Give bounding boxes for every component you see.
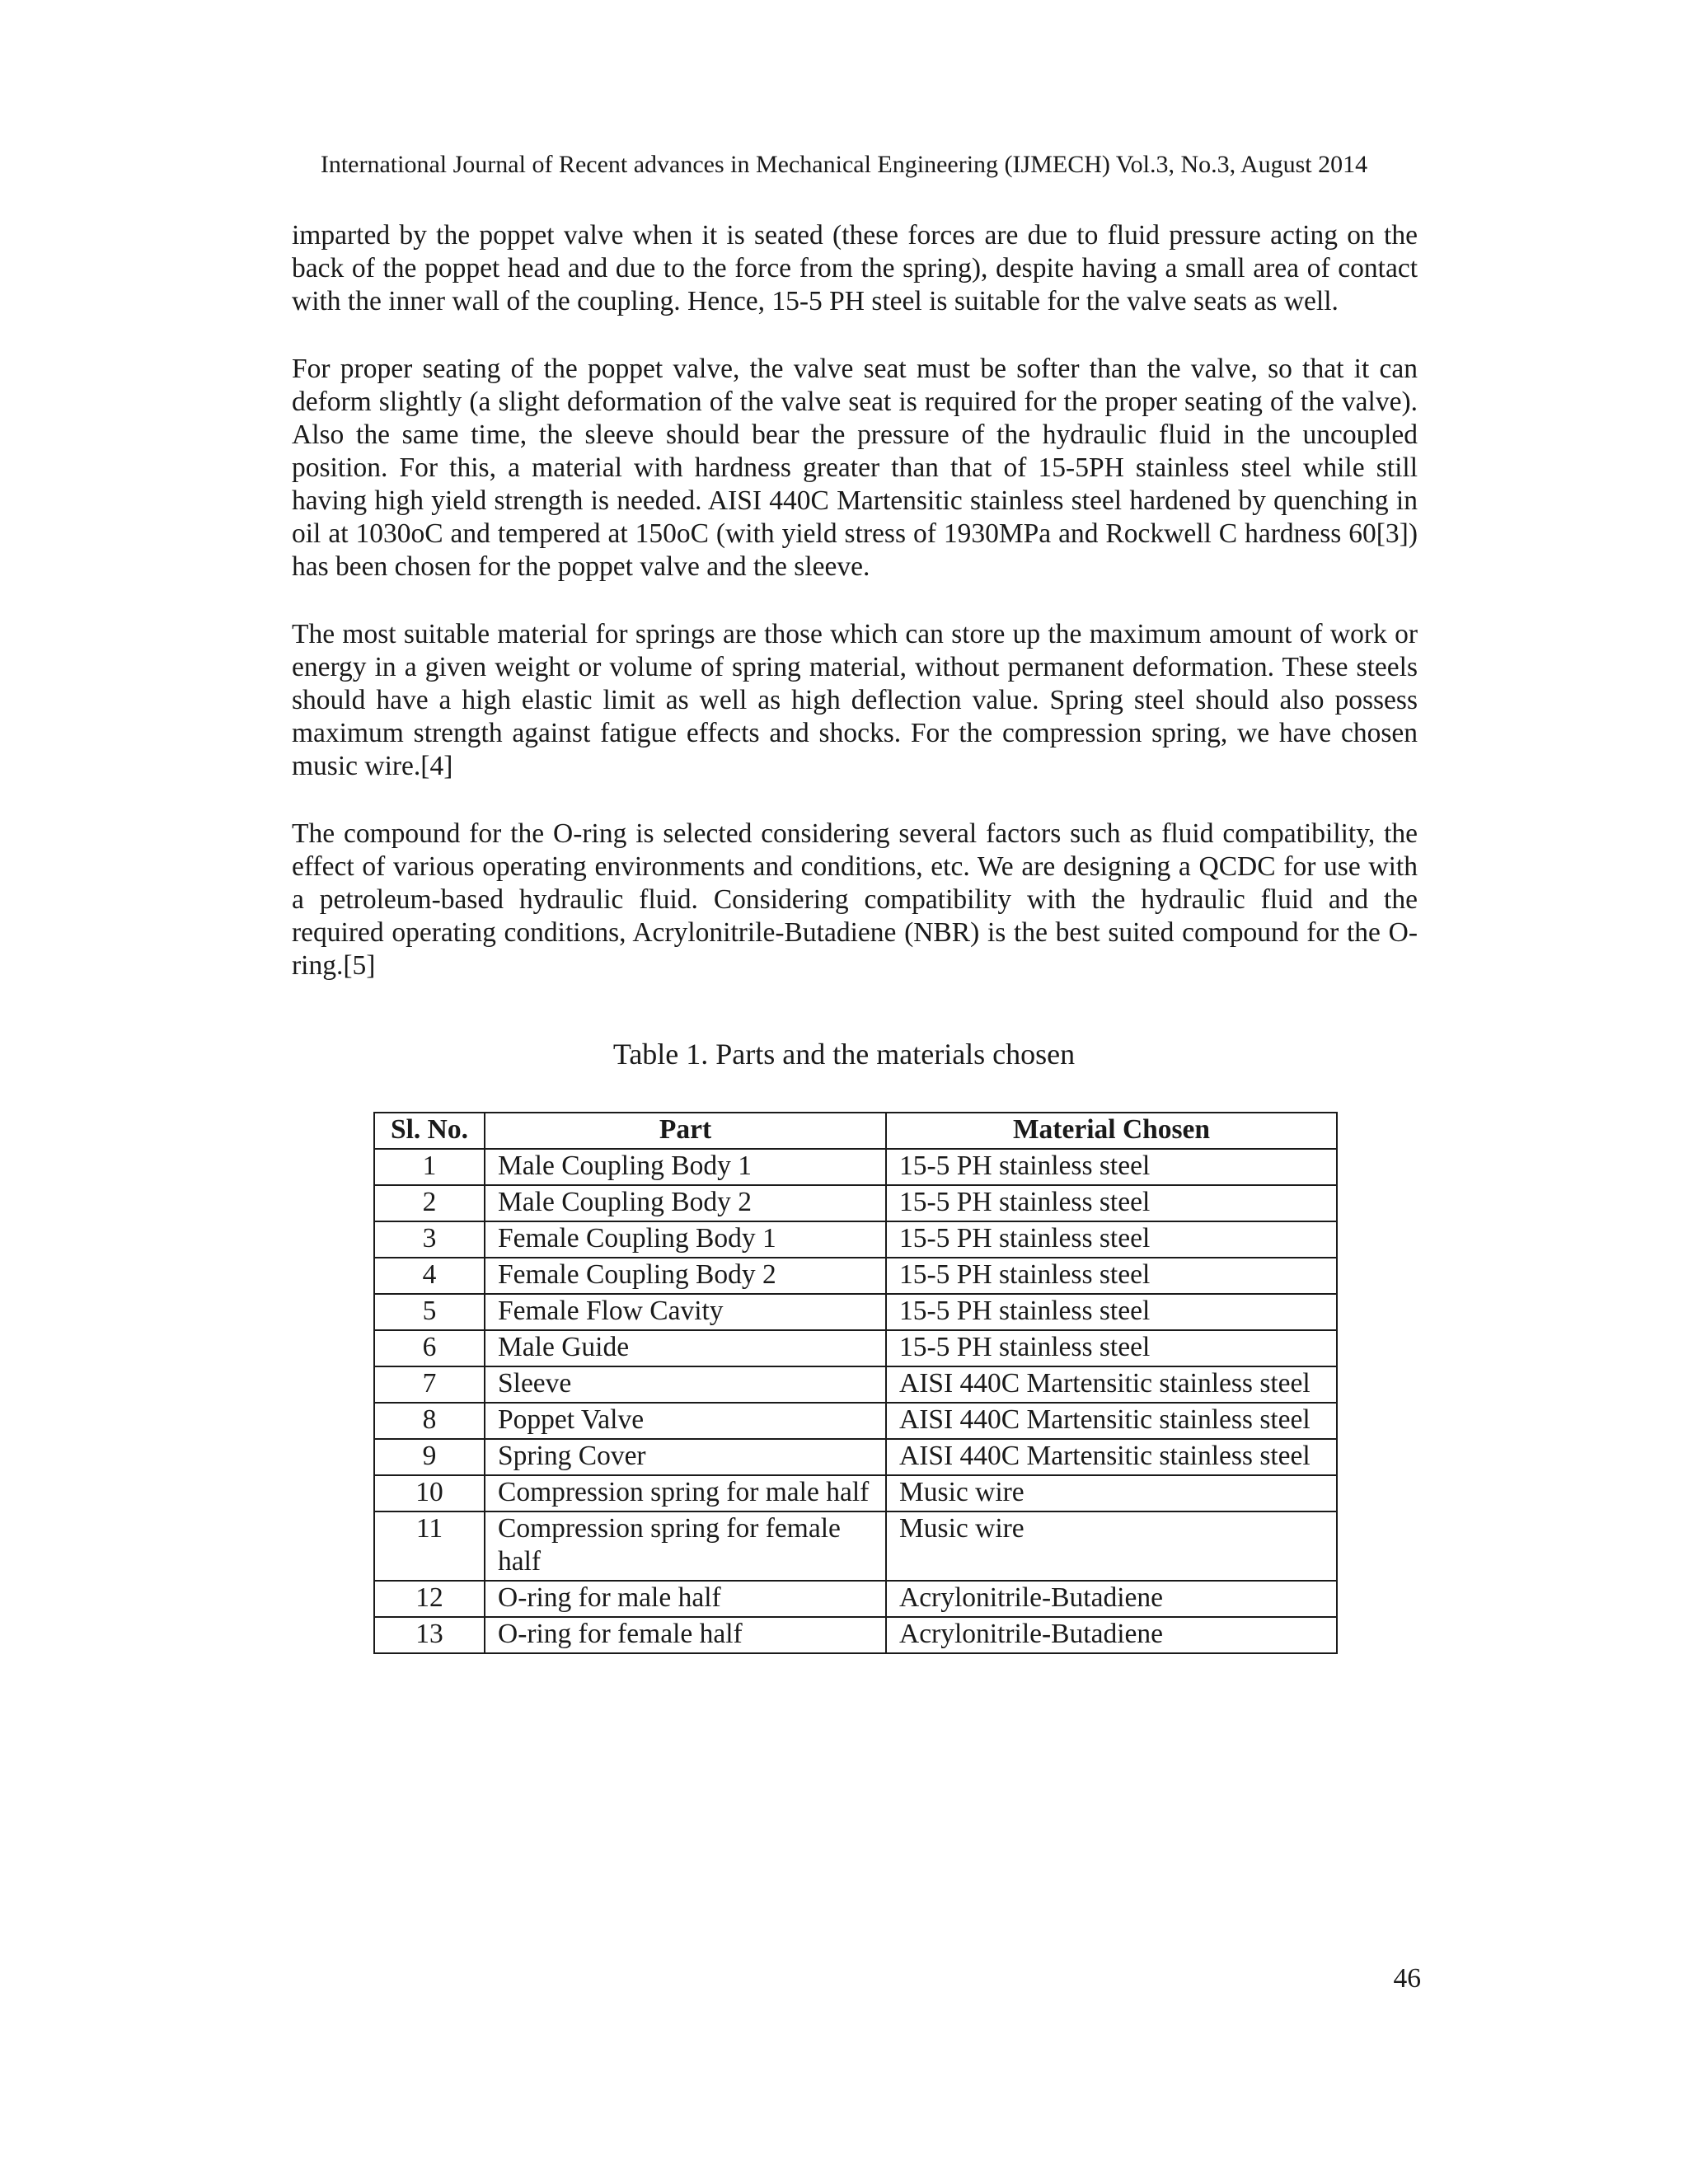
cell-sl-no: 8 bbox=[374, 1403, 485, 1439]
cell-sl-no: 4 bbox=[374, 1258, 485, 1294]
cell-sl-no: 5 bbox=[374, 1294, 485, 1330]
header-part: Part bbox=[485, 1113, 886, 1149]
cell-sl-no: 1 bbox=[374, 1149, 485, 1185]
table-row bbox=[374, 1439, 1337, 1475]
table-row bbox=[374, 1366, 1337, 1403]
cell-material: 15-5 PH stainless steel bbox=[886, 1185, 1337, 1221]
cell-part: Male Coupling Body 1 bbox=[485, 1149, 886, 1185]
cell-part: Compression spring for female half bbox=[485, 1511, 886, 1581]
cell-sl-no: 6 bbox=[374, 1330, 485, 1366]
table-row bbox=[374, 1258, 1337, 1294]
cell-material: Acrylonitrile-Butadiene bbox=[886, 1617, 1337, 1653]
table-row bbox=[374, 1511, 1337, 1581]
table-row bbox=[374, 1330, 1337, 1366]
cell-material: 15-5 PH stainless steel bbox=[886, 1221, 1337, 1258]
cell-sl-no: 9 bbox=[374, 1439, 485, 1475]
table-row bbox=[374, 1475, 1337, 1511]
cell-part: Female Coupling Body 2 bbox=[485, 1258, 886, 1294]
cell-part: Female Flow Cavity bbox=[485, 1294, 886, 1330]
table-row bbox=[374, 1294, 1337, 1330]
table-row bbox=[374, 1149, 1337, 1185]
cell-part: Compression spring for male half bbox=[485, 1475, 886, 1511]
table-caption: Table 1. Parts and the materials chosen bbox=[612, 1038, 1076, 1071]
cell-material: AISI 440C Martensitic stainless steel bbox=[886, 1403, 1337, 1439]
table-row bbox=[374, 1221, 1337, 1258]
cell-material: Acrylonitrile-Butadiene bbox=[886, 1581, 1337, 1617]
cell-sl-no: 12 bbox=[374, 1581, 485, 1617]
cell-part: Spring Cover bbox=[485, 1439, 886, 1475]
page-number: 46 bbox=[1393, 1963, 1421, 1994]
cell-part: O-ring for female half bbox=[485, 1617, 886, 1653]
cell-material: AISI 440C Martensitic stainless steel bbox=[886, 1439, 1337, 1475]
parts-materials-table bbox=[373, 1112, 1338, 1654]
cell-sl-no: 3 bbox=[374, 1221, 485, 1258]
cell-sl-no: 11 bbox=[374, 1511, 485, 1581]
header-sl-no: Sl. No. bbox=[374, 1113, 485, 1149]
cell-part: Male Guide bbox=[485, 1330, 886, 1366]
paragraph-poppet-seating: For proper seating of the poppet valve, the valve seat must be softer than the valve, so that it can deform slightly (a slight deformation of the valve seat is required for the proper seating of the valve). Also the same time, the sleeve should bear the pressure of the hydraulic fluid in the uncoupled position. For this, a material with hardness greater than that of 15-5PH stainless steel while still having high yield strength is needed. AISI 440C Martensitic stainless steel hardened by quenching in oil at 1030oC and tempered at 150oC (with yield stress of 1930MPa and Rockwell C hardness 60[3]) has been chosen for the poppet valve and the sleeve. bbox=[292, 354, 1418, 582]
table-row bbox=[374, 1185, 1337, 1221]
paragraph-valve-seats: imparted by the poppet valve when it is seated (these forces are due to fluid pressure acting on the back of the poppet head and due to the force from the spring), despite having a small area of contact with the inner wall of the coupling. Hence, 15-5 PH steel is suitable for the valve seats as well. bbox=[292, 220, 1418, 316]
cell-material: Music wire bbox=[886, 1475, 1337, 1511]
cell-material: AISI 440C Martensitic stainless steel bbox=[886, 1366, 1337, 1403]
table-row bbox=[374, 1581, 1337, 1617]
cell-sl-no: 13 bbox=[374, 1617, 485, 1653]
cell-part: O-ring for male half bbox=[485, 1581, 886, 1617]
paragraph-o-ring: The compound for the O-ring is selected considering several factors such as fluid compatibility, the effect of various operating environments and conditions, etc. We are designing a QCDC for use with a petroleum-based hydraulic fluid. Considering compatibility with the hydraulic fluid and the required operating conditions, Acrylonitrile-Butadiene (NBR) is the best suited compound for the O-ring.[5] bbox=[292, 818, 1418, 981]
running-header: International Journal of Recent advances in Mechanical Engineering (IJMECH) Vol.3, No.3, August 2014 bbox=[320, 151, 1368, 178]
cell-sl-no: 7 bbox=[374, 1366, 485, 1403]
table-header-row bbox=[374, 1113, 1337, 1149]
table-row bbox=[374, 1403, 1337, 1439]
cell-material: 15-5 PH stainless steel bbox=[886, 1330, 1337, 1366]
cell-part: Female Coupling Body 1 bbox=[485, 1221, 886, 1258]
header-material: Material Chosen bbox=[886, 1113, 1337, 1149]
body-text bbox=[292, 219, 1418, 1017]
cell-part: Sleeve bbox=[485, 1366, 886, 1403]
cell-part: Male Coupling Body 2 bbox=[485, 1185, 886, 1221]
cell-material: 15-5 PH stainless steel bbox=[886, 1258, 1337, 1294]
cell-sl-no: 10 bbox=[374, 1475, 485, 1511]
cell-material: 15-5 PH stainless steel bbox=[886, 1294, 1337, 1330]
paragraph-springs: The most suitable material for springs are those which can store up the maximum amount of work or energy in a given weight or volume of spring material, without permanent deformation. These steels should have a high elastic limit as well as high deflection value. Spring steel should also possess maximum strength against fatigue effects and shocks. For the compression spring, we have chosen music wire.[4] bbox=[292, 619, 1418, 781]
cell-sl-no: 2 bbox=[374, 1185, 485, 1221]
cell-material: Music wire bbox=[886, 1511, 1337, 1581]
cell-material: 15-5 PH stainless steel bbox=[886, 1149, 1337, 1185]
cell-part: Poppet Valve bbox=[485, 1403, 886, 1439]
table-row bbox=[374, 1617, 1337, 1653]
